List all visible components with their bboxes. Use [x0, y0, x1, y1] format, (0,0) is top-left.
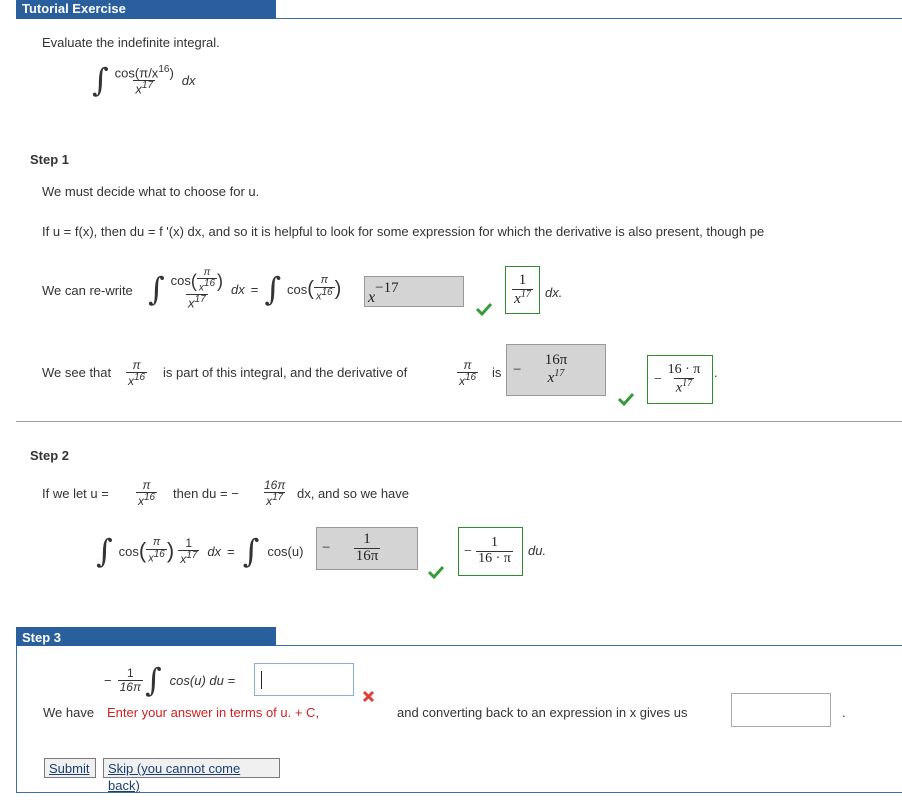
step3-title: Step 3 — [22, 630, 62, 645]
step1-answer2-entered: − 16π $x^{17}$ — [506, 344, 606, 396]
checkmark-icon — [617, 392, 635, 406]
step1-text2: If u = f(x), then du = f '(x) dx, and so it is helpful to look for some expression for which the derivative is also present, though pe — [42, 224, 765, 239]
step3-rule-bottom — [16, 792, 902, 793]
step2-answer-correct: − $\frac{1}{16 \cdot \pi}$ — [458, 527, 523, 576]
step3-banner — [16, 627, 276, 646]
step1-pi-over-x16: $\frac{\pi}{x^{16}}$ — [128, 358, 146, 388]
step3-converting: and converting back to an expression in x gives us — [397, 705, 688, 720]
step2-and-text: dx, and so we have — [297, 486, 410, 501]
step2-du: du. — [528, 543, 547, 558]
step1-title: Step 1 — [30, 152, 70, 167]
divider — [16, 421, 902, 422]
problem-integrand: $\frac{\cos(\pi/x^{16})}{x^{17}}$ — [114, 63, 174, 96]
text-cursor — [261, 671, 262, 689]
problem-prompt: Evaluate the indefinite integral. — [42, 35, 220, 50]
step1-is: is — [492, 365, 502, 380]
step1-text1: We must decide what to choose for u. — [42, 184, 260, 199]
header-banner — [16, 0, 276, 19]
problem-dx: dx — [181, 72, 196, 88]
step2-answer-entered: − $\frac{1}{16\pi}$ — [316, 527, 418, 570]
wrong-x-icon — [362, 690, 375, 703]
step2-integral: ∫ cos ( $\frac{\pi}{x16}$ ) $\frac{1}{x^{17}}$ dx = ∫ cos(u) — [96, 532, 304, 570]
integral-sign-icon: ∫ — [92, 61, 109, 99]
step3-integral: − $\frac{1}{16\pi}$ ∫ cos(u) du = — [104, 661, 236, 699]
step2-title: Step 2 — [30, 448, 70, 463]
skip-button[interactable]: Skip (you cannot come back) — [103, 758, 280, 778]
step3-final-period: . — [842, 705, 846, 720]
submit-button[interactable]: Submit — [44, 758, 96, 778]
integral-sign-icon: ∫ — [242, 532, 260, 570]
integral-sign-icon: ∫ — [144, 661, 162, 699]
header-rule — [276, 18, 902, 19]
step1-answer1-entered: x−17 — [364, 276, 464, 307]
step1-period: . — [714, 365, 718, 380]
step1-see-label: We see that — [42, 365, 112, 380]
integral-sign-icon: ∫ — [148, 270, 165, 308]
problem-integral — [92, 60, 196, 100]
step3-we-have: We have — [43, 705, 95, 720]
checkmark-icon — [427, 565, 445, 579]
step2-let-text: If we let u = — [42, 486, 109, 501]
step3-x-answer-input[interactable] — [731, 693, 831, 727]
step3-answer-input[interactable] — [254, 663, 354, 696]
checkmark-icon — [475, 302, 493, 316]
step1-part-text: is part of this integral, and the derivative of — [163, 365, 408, 380]
header-title: Tutorial Exercise — [22, 1, 126, 16]
step2-then-text: then du = − — [173, 486, 239, 501]
step1-answer1-correct: $\frac{1}{x^{17}}$ — [505, 266, 540, 314]
integral-sign-icon: ∫ — [264, 270, 282, 308]
step1-rewrite-label: We can re-write — [42, 283, 133, 298]
integral-sign-icon: ∫ — [96, 532, 113, 570]
step2-du-value: $\frac{16\pi}{x^{17}}$ — [264, 478, 286, 508]
step3-rule-top — [276, 645, 902, 646]
step1-pi-over-x16-b: $\frac{\pi}{x^{16}}$ — [459, 358, 477, 388]
step1-rewrite-lhs: ∫ cos ( $\frac{\pi}{x16}$ ) $x^{17}$ dx = ∫ cos ( $\frac{\pi}{x16}$ ) — [148, 266, 342, 311]
step2-u-value: $\frac{\pi}{x^{16}}$ — [138, 478, 156, 508]
step3-hint: Enter your answer in terms of u. + C, — [107, 705, 320, 720]
step1-answer2-correct: − $\frac{16 \cdot \pi}{x^{17}}$ — [647, 355, 713, 404]
step1-dx-dot: dx. — [545, 285, 563, 300]
step3-rule-left — [16, 646, 17, 792]
